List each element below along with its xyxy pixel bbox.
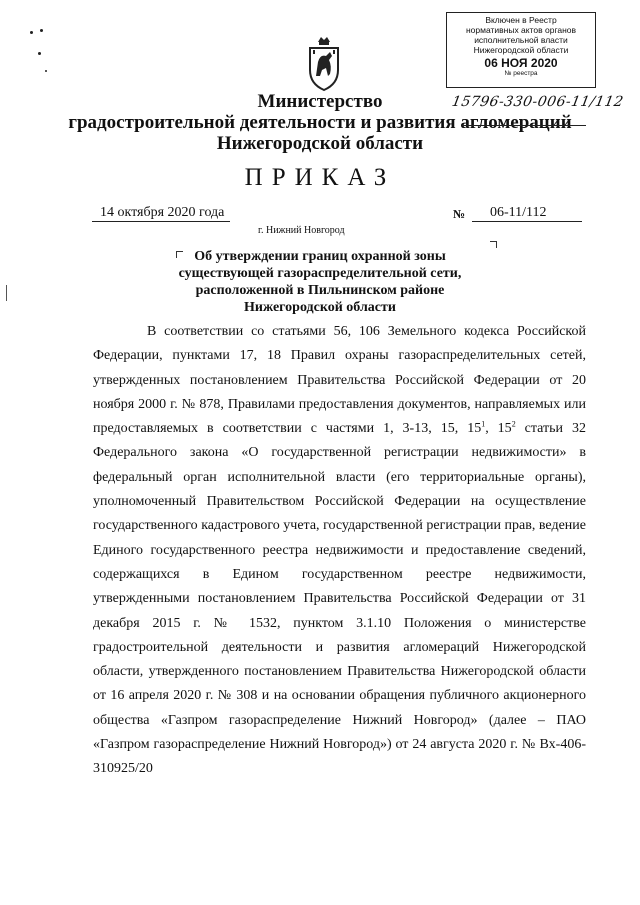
number-sign: №: [453, 207, 466, 221]
document-number: 06-11/112: [490, 205, 547, 220]
document-type-title: ПРИКАЗ: [244, 164, 396, 191]
body-text-part: , 15: [485, 421, 512, 437]
stamp-date: 06 НОЯ 2020: [484, 56, 558, 70]
date-underline: [92, 221, 230, 222]
stamp-overlap-line: [462, 125, 586, 126]
subject-line: Нижегородской области: [244, 300, 396, 315]
stamp-line: Нижегородской области: [473, 45, 569, 55]
document-subject: [150, 248, 490, 316]
registry-stamp: [446, 12, 596, 88]
superscript: 1: [481, 419, 486, 429]
document-date: 14 октября 2020 года: [100, 205, 225, 220]
stamp-reg-label: № реестра: [504, 70, 538, 77]
number-underline: [472, 221, 582, 222]
ministry-name-line2: градостроительной деятельности и развития агломераций: [68, 112, 572, 133]
ministry-name-line1: Министерство: [257, 91, 383, 112]
margin-mark: [6, 285, 7, 301]
subject-line: расположенной в Пильнинском районе: [195, 283, 445, 298]
document-body: [93, 320, 586, 782]
coat-of-arms-icon: [304, 36, 344, 92]
body-paragraph: [93, 320, 586, 782]
stamp-line: Включен в Реестр: [485, 15, 557, 25]
ministry-name-line3: Нижегородской области: [216, 133, 424, 154]
stamp-line: нормативных актов органов: [465, 25, 577, 35]
subject-corner-right: [490, 241, 497, 248]
subject-line: Об утверждении границ охранной зоны: [194, 249, 446, 264]
handwritten-registry-number: 15796-330-006-11/112: [450, 94, 625, 110]
body-text-part: В соответствии со статьями 56, 106 Земельного кодекса Российской Федерации, пунктами 17, 18 Правил охраны газораспределительных сетей, утвержденных постановлением Правительства Российской Федерации от 20 ноября 2000 г. № 878, Правилами предоставления документов, направляемых или предоставляемых в соответствии с частями 1, 3-13, 15, 15: [93, 324, 586, 437]
subject-line: существующей газораспределительной сети,: [178, 266, 462, 281]
body-text-part: статьи 32 Федерального закона «О государственной регистрации недвижимости» в федеральный орган исполнительной власти (его территориальные органы), уполномоченный Правительством Российской Федерации на осуществление государственного кадастрового учета, государственной регистрации прав, ведение Единого государственного реестра недвижимости и предоставление сведений, содержащихся в Едином государственном реестре недвижимости, утвержденными постановлением Правительства Российской Федерации от 31 декабря 2015 г. № 1532, пунктом 3.1.10 Положения о министерстве градостроительной деятельности и развития агломераций Нижегородской области, утвержденного постановлением Правительства Нижегородской области от 16 апреля 2020 г. № 308 и на основании обращения публичного акционерного общества «Газпром газораспределение Нижний Новгород» (далее – ПАО «Газпром газораспределение Нижний Новгород») от 24 августа 2020 г. № Вх-406-310925/20: [93, 421, 587, 777]
document-city: г. Нижний Новгород: [258, 225, 345, 236]
stamp-line: исполнительной власти: [474, 35, 568, 45]
superscript: 2: [511, 419, 516, 429]
